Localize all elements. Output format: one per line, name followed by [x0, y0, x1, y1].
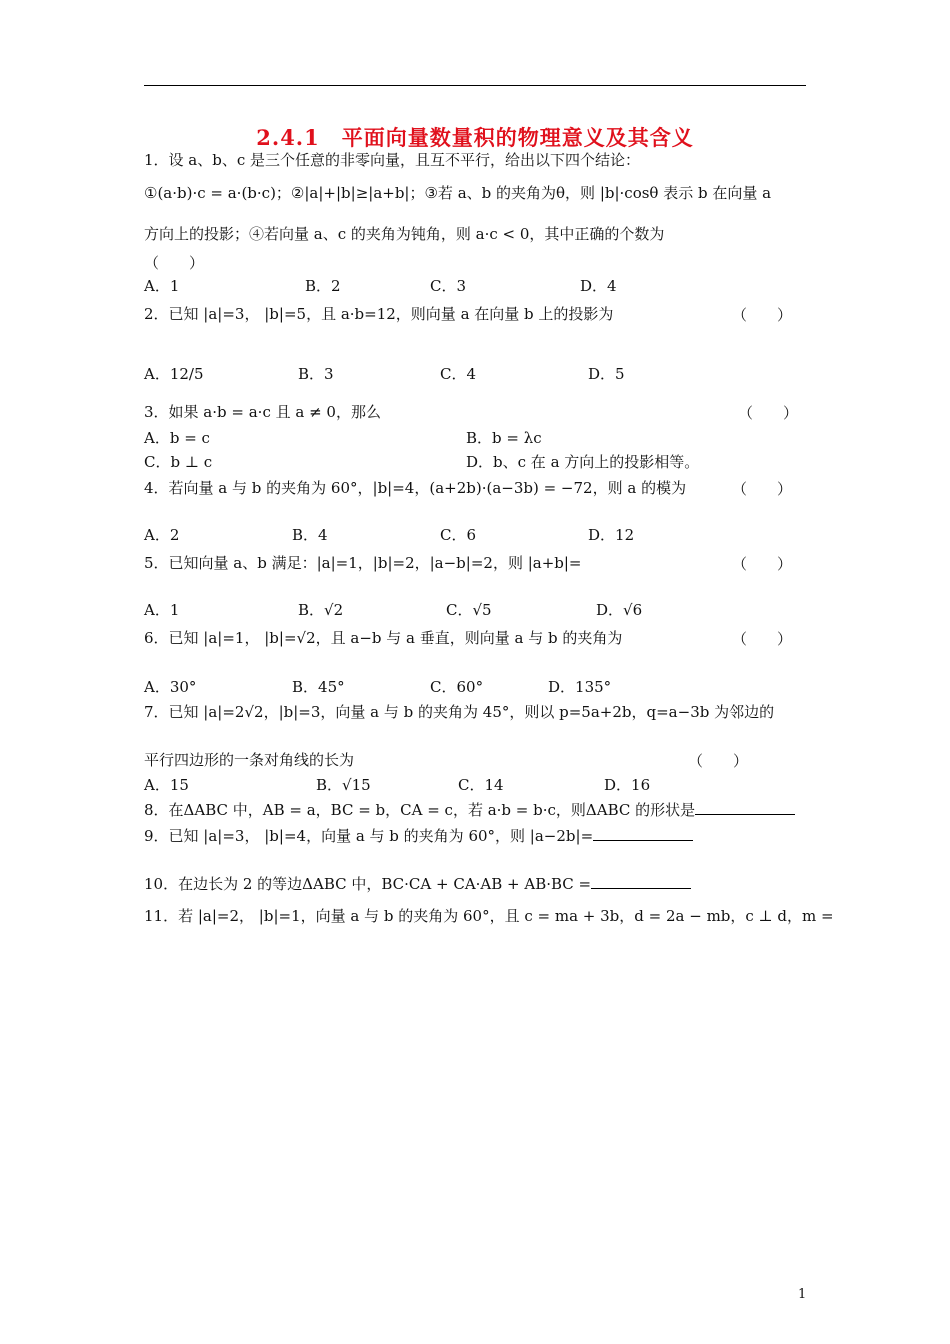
question-11: 11．若 |a|=2， |b|=1，向量 a 与 b 的夹角为 60°，且 c = ma + 3b，d = 2a − mb，c ⊥ d，m = — [144, 907, 834, 925]
question-5-option-d: D．√6 — [596, 601, 643, 619]
question-5-option-b: B．√2 — [298, 601, 344, 619]
question-1-answer-paren: （ ） — [144, 254, 205, 272]
question-4-option-b: B．4 — [292, 526, 328, 544]
question-1-option-b: B．2 — [305, 277, 341, 295]
question-2-stem: 2．已知 |a|=3， |b|=5，且 a·b=12，则向量 a 在向量 b 上的投影为 — [144, 305, 614, 323]
question-1-stem: 1．设 a、b、c 是三个任意的非零向量，且互不平行，给出以下四个结论： — [144, 151, 641, 169]
question-9-text: 9．已知 |a|=3， |b|=4，向量 a 与 b 的夹角为 60°，则 |a−2b|= — [144, 827, 594, 845]
question-10-text: 10．在边长为 2 的等边ΔABC 中，BC·CA + CA·AB + AB·BC = — [144, 875, 592, 893]
question-2-option-d: D．5 — [588, 365, 625, 383]
question-2-option-b: B．3 — [298, 365, 334, 383]
question-3-option-c: C．b ⊥ c — [144, 453, 213, 471]
question-7-option-c: C．14 — [458, 776, 504, 794]
question-1-option-d: D．4 — [580, 277, 617, 295]
question-2-option-a: A．12/5 — [144, 365, 204, 383]
question-3-option-b: B．b = λc — [466, 429, 542, 447]
question-6-option-b: B．45° — [292, 678, 345, 696]
question-7-prompt: 平行四边形的一条对角线的长为 — [144, 751, 355, 769]
question-4-stem: 4．若向量 a 与 b 的夹角为 60°，|b|=4，(a+2b)·(a−3b) = −72，则 a 的模为 — [144, 479, 687, 497]
question-4-option-d: D．12 — [588, 526, 635, 544]
question-10 — [144, 874, 806, 894]
question-1-option-a: A．1 — [144, 277, 180, 295]
question-5-stem: 5．已知向量 a、b 满足：|a|=1，|b|=2，|a−b|=2，则 |a+b|= — [144, 554, 582, 572]
question-2-option-c: C．4 — [440, 365, 477, 383]
question-6-option-c: C．60° — [430, 678, 484, 696]
answer-blank — [591, 874, 691, 889]
question-9 — [144, 826, 806, 846]
question-5-option-c: C．√5 — [446, 601, 492, 619]
question-2-answer-paren: （ ） — [732, 306, 793, 324]
page-title: 2.4.1 平面向量数量积的物理意义及其含义 — [256, 125, 694, 150]
question-8-text: 8．在ΔABC 中，AB = a，BC = b，CA = c，若 a·b = b·c，则ΔABC 的形状是 — [144, 801, 696, 819]
header-rule — [144, 85, 806, 86]
answer-blank — [695, 800, 795, 815]
question-3-answer-paren: （ ） — [738, 404, 799, 422]
question-1-option-c: C．3 — [430, 277, 467, 295]
question-6-stem: 6．已知 |a|=1， |b|=√2，且 a−b 与 a 垂直，则向量 a 与 b 的夹角为 — [144, 629, 623, 647]
question-6-option-a: A．30° — [144, 678, 197, 696]
question-6-answer-paren: （ ） — [732, 630, 793, 648]
question-4-answer-paren: （ ） — [732, 480, 793, 498]
page-number: 1 — [798, 1287, 807, 1302]
answer-blank — [593, 826, 693, 841]
question-5-answer-paren: （ ） — [732, 555, 793, 573]
question-3-option-a: A．b = c — [144, 429, 210, 447]
question-7-option-a: A．15 — [144, 776, 189, 794]
question-7-answer-paren: （ ） — [688, 752, 749, 770]
question-7-option-b: B．√15 — [316, 776, 371, 794]
question-1-prompt: 方向上的投影；④若向量 a、c 的夹角为钝角，则 a·c < 0，其中正确的个数为 — [144, 225, 665, 243]
question-3-stem: 3．如果 a·b = a·c 且 a ≠ 0，那么 — [144, 403, 381, 421]
question-4-option-a: A．2 — [144, 526, 180, 544]
question-3-option-d: D．b、c 在 a 方向上的投影相等。 — [466, 453, 700, 471]
question-5-option-a: A．1 — [144, 601, 180, 619]
question-7-stem: 7．已知 |a|=2√2，|b|=3，向量 a 与 b 的夹角为 45°，则以 p=5a+2b，q=a−3b 为邻边的 — [144, 703, 775, 721]
question-4-option-c: C．6 — [440, 526, 477, 544]
question-8 — [144, 800, 806, 820]
question-1-statements: ①(a·b)·c = a·(b·c)；②|a|+|b|≥|a+b|；③若 a、b 的夹角为θ，则 |b|·cosθ 表示 b 在向量 a — [144, 184, 772, 202]
question-7-option-d: D．16 — [604, 776, 651, 794]
question-6-option-d: D．135° — [548, 678, 612, 696]
